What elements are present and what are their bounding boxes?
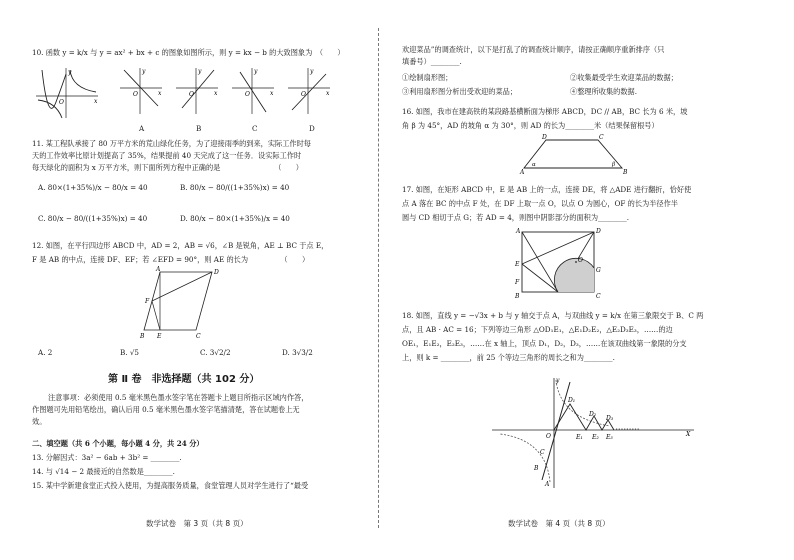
svg-text:E: E bbox=[157, 333, 162, 340]
q11-line-1: 11. 某工程队承接了 80 万平方米的荒山绿化任务，为了迎接雨季的到来，实际工作时每 bbox=[32, 139, 311, 148]
q16-trapezoid-figure bbox=[520, 134, 632, 174]
q10-option-d-label: D bbox=[309, 124, 315, 133]
svg-text:D₂: D₂ bbox=[589, 411, 597, 418]
svg-text:F: F bbox=[145, 298, 150, 305]
svg-text:O: O bbox=[578, 257, 583, 264]
q10-option-c-graph bbox=[230, 66, 276, 116]
svg-text:x: x bbox=[270, 90, 274, 97]
svg-text:O: O bbox=[133, 91, 138, 98]
q17-rectangle-figure bbox=[514, 226, 606, 300]
q15-step-1: ①绘制扇形图； bbox=[402, 73, 453, 82]
q15-step-2: ②收集最受学生欢迎菜品的数据； bbox=[570, 73, 678, 82]
q11-option-a: A. 80×(1+35%)/x − 80/x = 40 bbox=[38, 183, 148, 192]
q17-line-2: 点 A 落在 BC 的中点 F 处，在 DF 上取一点 O，以点 O 为圆心，OF 的长为半径作半 bbox=[402, 199, 678, 208]
svg-text:O: O bbox=[546, 433, 551, 440]
svg-text:A: A bbox=[156, 266, 161, 273]
svg-text:E₁: E₁ bbox=[576, 434, 583, 441]
svg-text:O: O bbox=[189, 91, 194, 98]
svg-text:B: B bbox=[534, 465, 539, 472]
svg-text:O: O bbox=[301, 91, 306, 98]
q11-option-d: D. 80/x − 80×(1+35%)/x = 40 bbox=[180, 214, 290, 223]
left-page bbox=[0, 0, 375, 560]
q12-option-d: D. 3√3/2 bbox=[282, 348, 313, 357]
q10-option-b-label: B bbox=[196, 124, 202, 133]
svg-text:β: β bbox=[612, 162, 616, 168]
svg-text:x: x bbox=[214, 90, 218, 97]
svg-text:y: y bbox=[142, 68, 146, 75]
right-page-footer: 数学试卷 第 4 页（共 8 页） bbox=[508, 519, 610, 528]
q15-step-4: ④整理所收集的数据. bbox=[570, 87, 637, 96]
svg-text:F: F bbox=[515, 279, 520, 286]
q16-line-1: 16. 如图，我市在建高铁的某段路基横断面为梯形 ABCD，DC // AB，BC 长为 6 米，坡 bbox=[402, 107, 688, 116]
q14: 14. 与 √14 − 2 最接近的自然数是________. bbox=[32, 467, 175, 476]
q10-option-a-graph bbox=[118, 66, 164, 116]
svg-text:D: D bbox=[596, 228, 601, 235]
q12-parallelogram-figure bbox=[138, 268, 222, 340]
q12-option-c: C. 3√2/2 bbox=[200, 348, 231, 357]
notice-line-1: 注意事项：必须使用 0.5 毫米黑色墨水签字笔在答题卡上题目所指示区域内作答， bbox=[48, 393, 309, 402]
svg-text:y: y bbox=[556, 377, 560, 384]
svg-text:x: x bbox=[326, 90, 330, 97]
fill-in-section-title: 二、填空题（共 6 个小题，每小题 4 分，共 24 分） bbox=[32, 439, 204, 448]
q18-line-4: 上，则 k = ________，前 25 个等边三角形的周长之和为________. bbox=[402, 353, 615, 362]
q12-option-a: A. 2 bbox=[38, 348, 53, 357]
svg-text:A: A bbox=[545, 481, 550, 488]
notice-line-3: 效。 bbox=[32, 417, 47, 426]
svg-text:A: A bbox=[520, 169, 525, 176]
svg-text:B: B bbox=[623, 169, 628, 176]
svg-text:E₂: E₂ bbox=[592, 434, 599, 441]
q18-line-3: OE₁，E₁E₂，E₂E₃，……在 x 轴上，顶点 D₁，D₂，D₃，……在该双曲线第一象限的分支 bbox=[402, 339, 687, 348]
q18-line-2: 点，且 AB · AC = 16；下列等边三角形 △OD₁E₁，△E₁D₂E₂，△E₂D₃E₃，……的边 bbox=[402, 325, 673, 334]
q10-given-graph bbox=[34, 66, 100, 120]
notice-line-2: 作图题可先用铅笔绘出，确认后用 0.5 毫米黑色墨水签字笔描清楚，答在试题卷上无 bbox=[32, 405, 300, 414]
svg-text:A: A bbox=[516, 228, 521, 235]
left-page-footer: 数学试卷 第 3 页（共 8 页） bbox=[146, 519, 248, 528]
q12-option-b: B. √5 bbox=[120, 348, 140, 357]
svg-text:B: B bbox=[140, 333, 145, 340]
svg-text:y: y bbox=[310, 68, 314, 75]
q10-option-c-label: C bbox=[252, 124, 258, 133]
q17-line-1: 17. 如图，在矩形 ABCD 中，E 是 AB 上的一点，连接 DE，将 △ADE 进行翻折，恰好使 bbox=[402, 185, 692, 194]
svg-text:D₃: D₃ bbox=[606, 415, 614, 422]
svg-text:E: E bbox=[515, 261, 520, 268]
q10-option-a-label: A bbox=[139, 124, 145, 133]
q17-line-3: 圆与 CD 相切于点 G；若 AD = 4，则图中阴影部分的面积为________. bbox=[402, 213, 630, 222]
svg-text:y: y bbox=[68, 69, 72, 76]
q11-line-2: 天的工作效率比原计划提高了 35%，结果提前 40 天完成了这一任务．设实际工作时 bbox=[32, 151, 302, 160]
q10-option-b-graph bbox=[174, 66, 220, 116]
q15-cont-line-1: 欢迎菜品”的调查统计，以下是打乱了的调查统计顺序，请按正确顺序重新排序（只 bbox=[402, 45, 665, 54]
part2-title: 第 Ⅱ 卷 非选择题（共 102 分） bbox=[108, 374, 260, 385]
svg-text:O: O bbox=[59, 99, 64, 106]
svg-text:α: α bbox=[532, 162, 536, 168]
svg-text:G: G bbox=[596, 267, 601, 274]
q12-line-2: F 是 AB 的中点，连接 DF、EF；若 ∠EFD = 90°，则 AE 的长为 （ ） bbox=[32, 255, 310, 264]
svg-text:C: C bbox=[596, 293, 601, 300]
svg-text:x: x bbox=[158, 90, 162, 97]
svg-text:D: D bbox=[542, 134, 547, 141]
right-page bbox=[390, 0, 794, 560]
q18-hyperbola-figure bbox=[490, 374, 700, 490]
page-divider bbox=[378, 28, 379, 528]
svg-text:O: O bbox=[245, 91, 250, 98]
svg-text:B: B bbox=[515, 293, 520, 300]
q11-line-3: 每天绿化的面积为 x 万平方米，则下面所列方程中正确的是 （ ） bbox=[32, 163, 303, 172]
q18-line-1: 18. 如图，直线 y = −√3x + b 与 y 轴交于点 A，与双曲线 y = k/x 在第三象限交于 B、C 两 bbox=[402, 311, 704, 320]
q15-start: 15. 某中学新建食堂正式投入使用，为提高服务质量，食堂管理人员对学生进行了“最受 bbox=[32, 481, 309, 490]
svg-text:X: X bbox=[686, 431, 691, 438]
svg-text:y: y bbox=[254, 68, 258, 75]
q11-option-b: B. 80/x − 80/((1+35%)x) = 40 bbox=[180, 183, 290, 192]
svg-text:E₃: E₃ bbox=[606, 434, 613, 441]
svg-text:C: C bbox=[540, 449, 545, 456]
svg-text:D: D bbox=[214, 269, 219, 276]
svg-text:y: y bbox=[198, 68, 202, 75]
q15-cont-line-2: 填番号）________. bbox=[402, 57, 462, 66]
svg-text:C: C bbox=[196, 333, 201, 340]
q10-option-d-graph bbox=[286, 66, 332, 116]
q12-line-1: 12. 如图，在平行四边形 ABCD 中，AD = 2，AB = √6，∠B 是锐角，AE ⊥ BC 于点 E， bbox=[32, 241, 329, 250]
q11-option-c: C. 80/x − 80/((1+35%)x) = 40 bbox=[38, 214, 148, 223]
q16-line-2: 角 β 为 45°，AD 的坡角 α 为 30°，则 AD 的长为________米（结果保留根号） bbox=[402, 121, 659, 130]
q13: 13. 分解因式：3a² − 6ab + 3b² = ________. bbox=[32, 453, 182, 462]
svg-text:C: C bbox=[599, 134, 604, 141]
svg-text:x: x bbox=[94, 98, 98, 105]
q10-stem: 10. 函数 y = k/x 与 y = ax² + bx + c 的图象如图所示，则 y = kx − b 的大致图象为 （ ） bbox=[32, 48, 345, 57]
q15-step-3: ③利用扇形图分析出受欢迎的菜品； bbox=[402, 87, 518, 96]
svg-text:D₁: D₁ bbox=[568, 397, 576, 404]
